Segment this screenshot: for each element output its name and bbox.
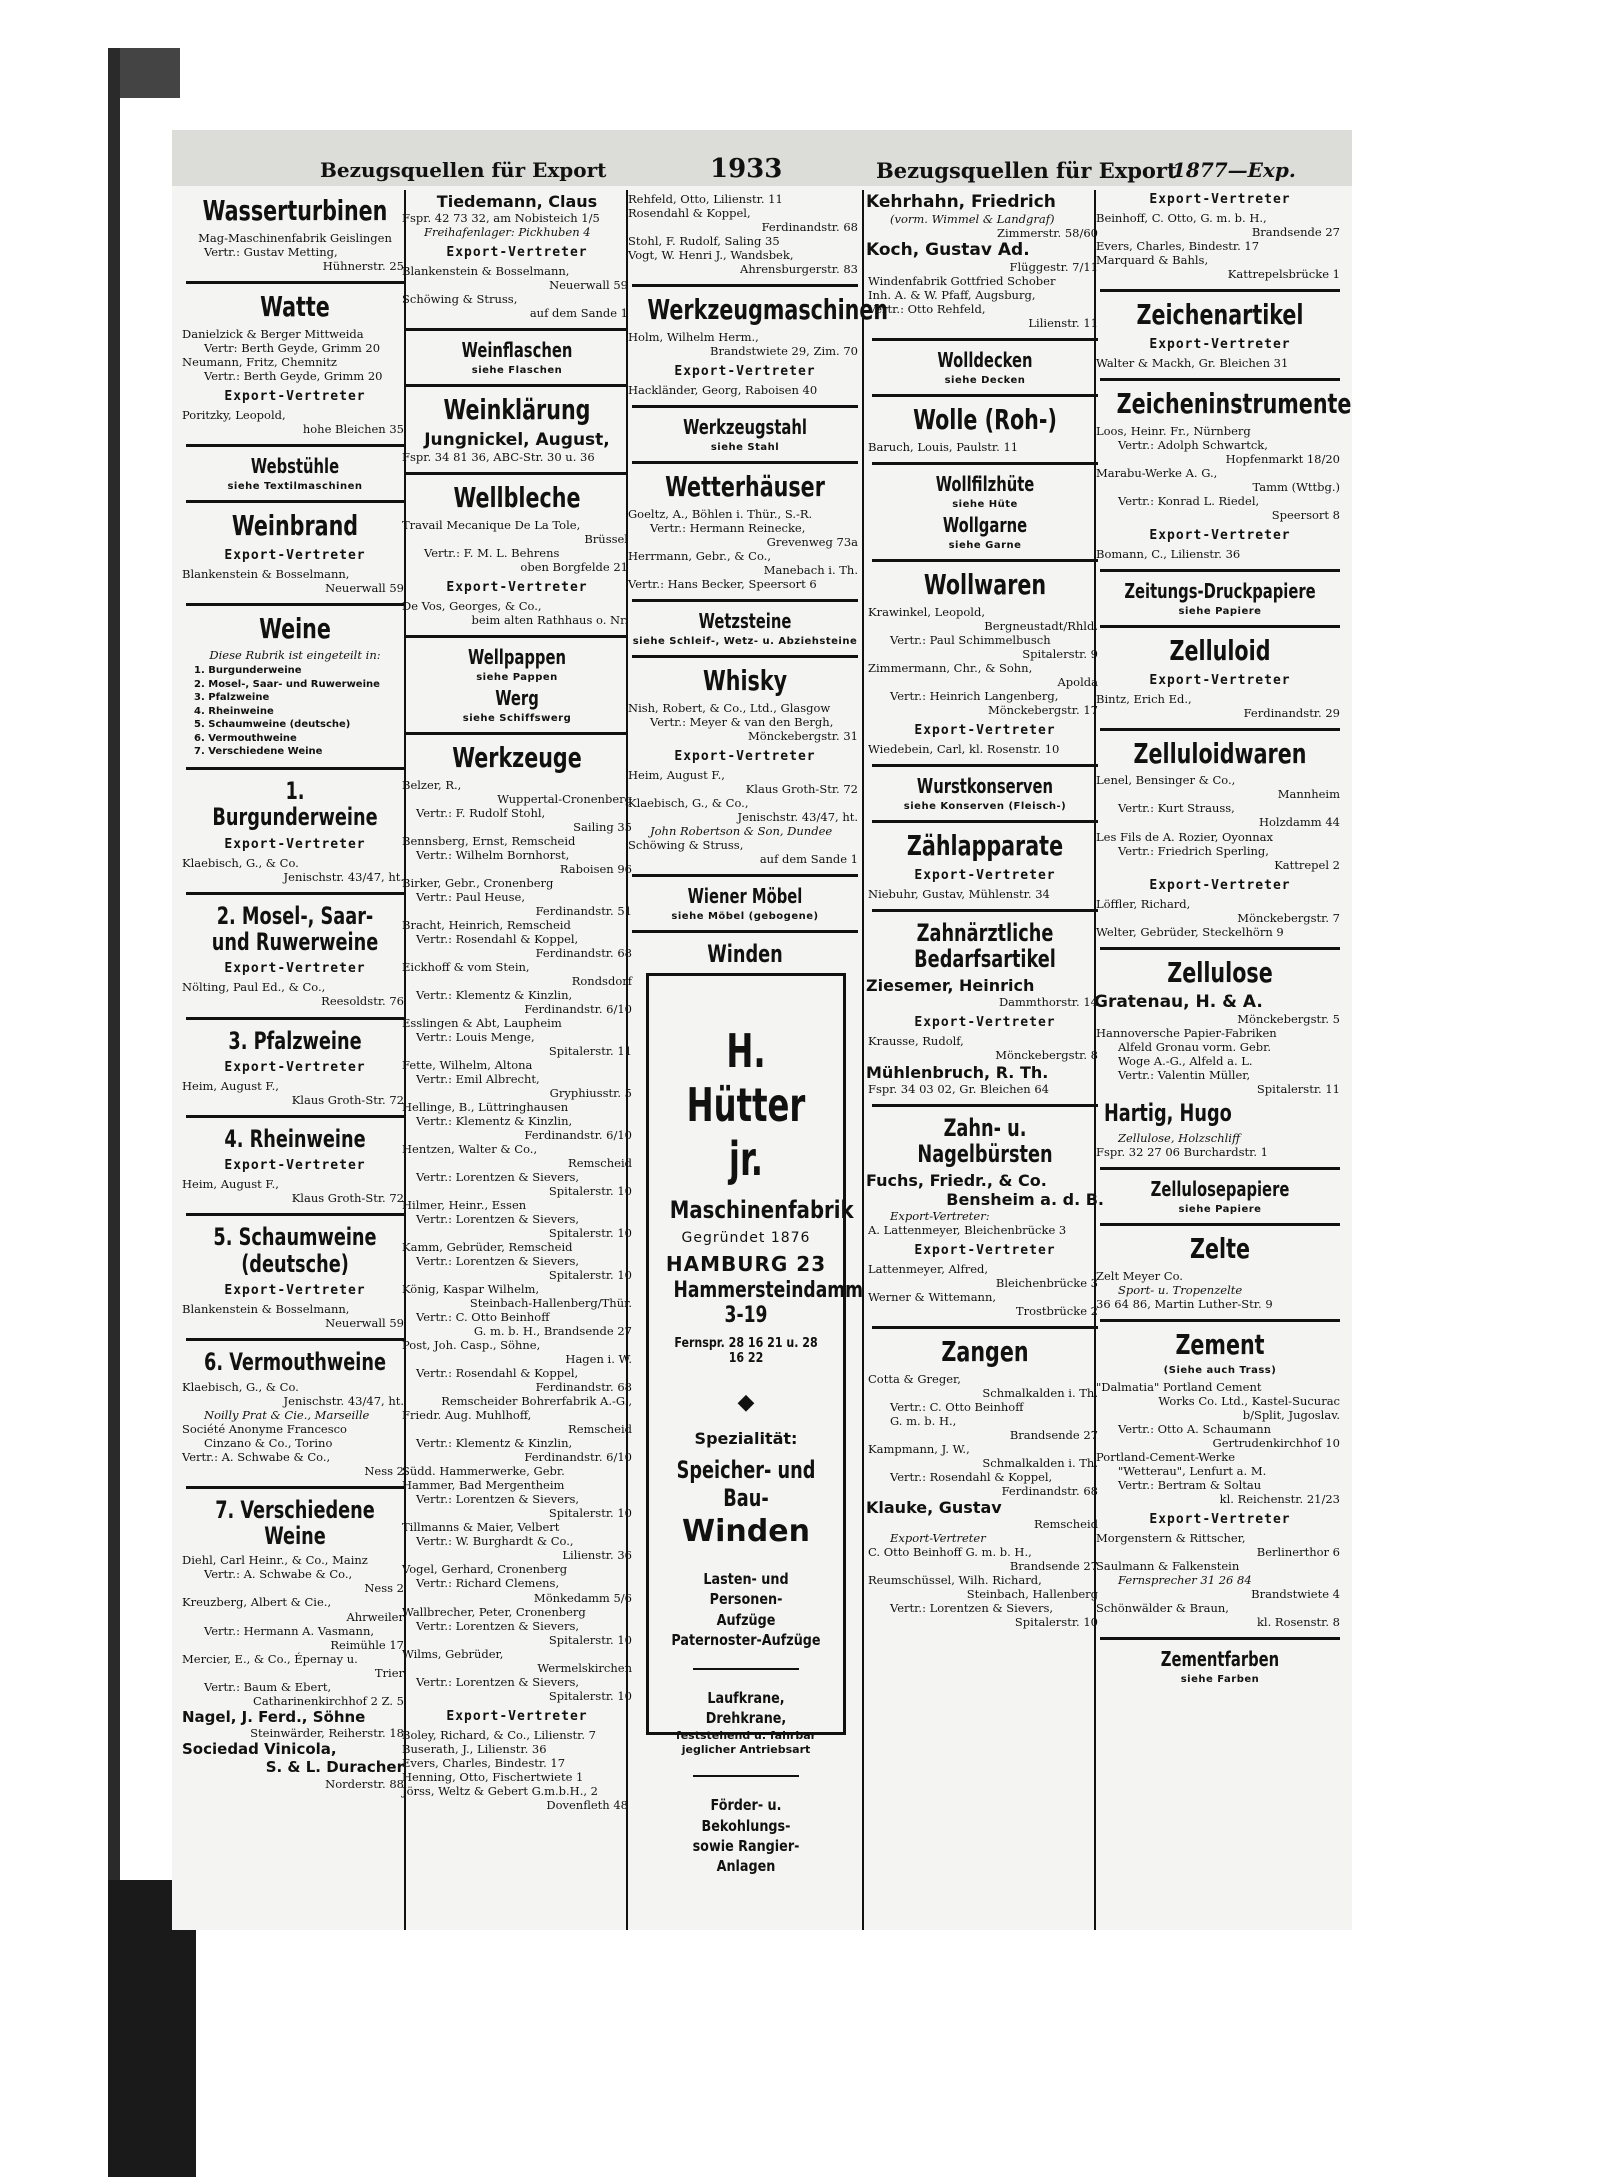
section-title: Zement: [1175, 1327, 1265, 1361]
entry: Blankenstein & Bosselmann, Neuerwall 59 Schöwing & Struss, auf dem Sande 1: [402, 264, 628, 321]
entry: Morgenstern & Rittscher, Berlinerthor 6 Saulmann & Falkenstein Fernsprecher 31 26 84 Brandstwiete 4 Schönwälder & Braun, kl. Rosenstr. 8: [1096, 1530, 1340, 1629]
entry: Mag-Maschinenfabrik Geislingen Vertr.: Gustav Metting, Hühnerstr. 25: [198, 230, 404, 273]
see-reference: siehe Decken: [944, 375, 1026, 387]
export-heading: Export-Vertreter: [224, 1283, 366, 1299]
see-reference: siehe Textilmaschinen: [227, 480, 363, 492]
list-item: Wilms, Gebrüder,: [402, 1646, 504, 1661]
list-item: Mönkedamm 5/6: [533, 1590, 632, 1605]
section-title: Zahnärztliche Bedarfsartikel: [914, 918, 1056, 974]
list-item: Remscheider Bohrerfabrik A.-G.,: [441, 1394, 632, 1409]
company-name: Klauke, Gustav: [866, 1498, 1002, 1518]
entry: Löffler, Richard, Mönckebergstr. 7 Welter, Gebrüder, Steckelhörn 9: [1096, 896, 1340, 939]
list-item: Vogel, Gerhard, Cronenberg: [402, 1562, 568, 1577]
ad-product-winden: Winden: [682, 1514, 810, 1550]
divider: [872, 559, 1098, 562]
list-item: Gryphiusstr. 5: [549, 1085, 632, 1100]
list-item: Wuppertal-Cronenberg: [497, 791, 632, 806]
list-item: König, Kaspar Wilhelm,: [402, 1282, 540, 1297]
divider: [632, 930, 858, 933]
list-item: Südd. Hammerwerke, Gebr.: [402, 1464, 565, 1479]
list-item: Ferdinandstr. 68: [535, 945, 632, 960]
list-item: Raboisen 96: [559, 861, 632, 876]
hutter-advertisement: [646, 973, 864, 1876]
divider: [1100, 378, 1340, 381]
company-name: Ziesemer, Heinrich: [866, 976, 1035, 996]
list-item: Spitalerstr. 10: [548, 1632, 632, 1647]
export-heading: Export-Vertreter: [224, 388, 366, 404]
section-title: Zahn- u. Nagelbürsten: [917, 1113, 1053, 1168]
list-item: Fette, Wilhelm, Altona: [402, 1057, 533, 1072]
section-title: Zeichenartikel: [1136, 298, 1304, 332]
section-title: Wollfilzhüte: [935, 471, 1035, 496]
header-year: 1933: [710, 154, 783, 184]
entry: Bintz, Erich Ed., Ferdinandstr. 29: [1096, 691, 1340, 720]
list-item: Vertr.: F. Rudolf Stohl,: [416, 805, 546, 820]
divider: [632, 405, 858, 408]
entry: Remscheid Export-Vertreter C. Otto Beinhoff G. m. b. H., Brandsende 27 Reumschüssel, Wilh. Richard, Steinbach, Hallenberg Vertr.: Lorentzen & Sievers, Spitalerstr. 10: [868, 1517, 1098, 1630]
divider: [872, 820, 1098, 823]
export-heading: Export-Vertreter: [1149, 336, 1291, 352]
entry: Wiedebein, Carl, kl. Rosenstr. 10: [868, 741, 1060, 756]
list-item: Belzer, R.,: [402, 777, 462, 792]
entry: Diehl, Carl Heinr., & Co., Mainz Vertr.: A. Schwabe & Co., Ness 2 Kreuzberg, Albert & Cie., Ahrweiler Vertr.: Hermann A. Vasmann, Reimühle 17 Mercier, E., & Co., Épernay u. Trier Vertr.: Baum & Ebert, Catharinenkirchhof 2 Z. 5 Nagel, J. Ferd., Söhne Steinwärder, Reiherstr. 18 Sociedad Vinicola, S. & L. Duracher Norderstr. 88: [182, 1553, 404, 1791]
export-heading: Export-Vertreter: [1149, 1511, 1291, 1527]
export-heading: Export-Vertreter: [224, 1059, 366, 1075]
ad-phone: Fernspr. 28 16 21 u. 28 16 22: [674, 1336, 818, 1367]
see-reference: siehe Pappen: [476, 671, 558, 683]
export-heading: Export-Vertreter: [1149, 192, 1291, 207]
entry: Blankenstein & Bosselmann, Neuerwall 59: [182, 1302, 404, 1331]
wine-category-list: 1. Burgunderweine 2. Mosel-, Saar- und Ruwerweine 3. Pfalzweine 4. Rheinweine 5. Schaumweine (deutsche) 6. Vermouthweine 7. Verschiedene Weine: [194, 665, 380, 758]
list-item: Bracht, Heinrich, Remscheid: [402, 917, 571, 932]
section-title: Wolldecken: [937, 348, 1033, 373]
list-item: Vertr.: Wilhelm Bornhorst,: [416, 847, 570, 862]
ad-company-name: H. Hütter jr.: [686, 1024, 806, 1187]
section-title: Werkzeugmaschinen: [647, 293, 889, 327]
section-title: Zangen: [941, 1335, 1029, 1369]
entry: Krawinkel, Leopold, Bergneustadt/Rhld. Vertr.: Paul Schimmelbusch Spitalerstr. 9 Zimmermann, Chr., & Sohn, Apolda Vertr.: Heinrich Langenberg, Mönckebergstr. 17: [868, 604, 1098, 717]
divider: [186, 281, 404, 284]
divider: [1100, 625, 1340, 628]
section-title: Zeicheninstrumente: [1116, 386, 1352, 420]
entry: Danielzick & Berger Mittweida Vertr: Berth Geyde, Grimm 20 Neumann, Fritz, Chemnitz Vertr.: Berth Geyde, Grimm 20: [182, 326, 383, 383]
list-item: Ferdinandstr. 6/10: [524, 1001, 632, 1016]
entry: Heim, August F., Klaus Groth-Str. 72: [182, 1078, 404, 1107]
section-title: Weine: [259, 611, 331, 645]
section-title: Wellbleche: [453, 480, 581, 514]
section-title: Wellpappen: [468, 644, 566, 669]
section-title: Webstühle: [250, 453, 340, 478]
divider: [872, 764, 1098, 767]
section-title: Wetterhäuser: [665, 469, 825, 503]
list-item: Tillmanns & Maier, Velbert: [402, 1520, 560, 1535]
entry: Walter & Mackh, Gr. Bleichen 31: [1096, 355, 1289, 370]
list-item: Bennsberg, Ernst, Remscheid: [402, 833, 576, 848]
diamond-ornament-icon: ◆: [737, 1390, 755, 1416]
entry: Heim, August F., Klaus Groth-Str. 72: [182, 1177, 404, 1206]
list-item: Vertr.: Klementz & Kinzlin,: [416, 1113, 573, 1128]
see-reference: siehe Stahl: [710, 441, 780, 453]
header-right: Bezugsquellen für Export: [876, 158, 1177, 183]
divider: [632, 874, 858, 877]
entry: Loos, Heinr. Fr., Nürnberg Vertr.: Adolph Schwartck, Hopfenmarkt 18/20 Marabu-Werke A. G., Tamm (Wttbg.) Vertr.: Konrad L. Riedel, Speersort 8: [1096, 423, 1340, 522]
list-item: Vertr.: Lorentzen & Sievers,: [416, 1618, 580, 1633]
ad-divider: [693, 1668, 799, 1670]
section-title: Werkzeuge: [452, 740, 582, 774]
ad-crane-detail: feststehend u. fahrbar jeglicher Antriebsart: [675, 1728, 817, 1756]
column-2: [400, 192, 634, 1812]
entry: Beinhoff, C. Otto, G. m. b. H., Brandsende 27 Evers, Charles, Bindestr. 17 Marquard & Bahls, Kattrepelsbrücke 1: [1096, 211, 1340, 282]
divider: [872, 1326, 1098, 1329]
section-title: Wetzsteine: [698, 608, 792, 633]
export-heading: Export-Vertreter: [914, 722, 1056, 738]
section-title: Zelluloidwaren: [1133, 736, 1307, 770]
divider: [632, 461, 858, 464]
see-reference: siehe Schiffswerg: [462, 712, 572, 724]
entry: Nish, Robert, & Co., Ltd., Glasgow Vertr.: Meyer & van den Bergh, Mönckebergstr. 31: [628, 700, 858, 743]
company-name: Hartig, Hugo: [1103, 1099, 1232, 1128]
section-title: Werg: [495, 685, 539, 710]
section-title: Whisky: [702, 663, 788, 697]
entry: Fspr. 34 81 36, ABC-Str. 30 u. 36: [402, 449, 595, 464]
list-item: Spitalerstr. 10: [548, 1268, 632, 1283]
entry: Cotta & Greger, Schmalkalden i. Th. Vertr.: C. Otto Beinhoff G. m. b. H., Brandsende 27 Kampmann, J. W., Schmalkalden i. Th. Vertr.: Rosendahl & Koppel, Ferdinandstr. 68: [868, 1372, 1098, 1499]
ad-founded: Gegründet 1876: [681, 1230, 811, 1247]
entry: Holm, Wilhelm Herm., Brandstwiete 29, Zim. 70: [628, 329, 858, 358]
divider: [186, 1486, 404, 1489]
entry: Hackländer, Georg, Raboisen 40: [628, 382, 818, 397]
divider: [186, 1017, 404, 1020]
section-title: Zählapparate: [906, 828, 1064, 862]
list-item: Vertr.: Klementz & Kinzlin,: [416, 987, 573, 1002]
see-reference: siehe Garne: [948, 539, 1022, 551]
page-number: 1877—Exp.: [1172, 158, 1296, 182]
list-item: Lilienstr. 36: [562, 1548, 632, 1563]
list-item: Vertr.: W. Burghardt & Co.,: [416, 1534, 574, 1549]
divider: [872, 1104, 1098, 1107]
see-reference: siehe Schleif-, Wetz- u. Abziehsteine: [632, 635, 858, 647]
section-title: Werkzeugstahl: [683, 414, 807, 439]
export-heading: Export-Vertreter: [674, 363, 816, 379]
directory-page: [172, 130, 1352, 1930]
divider: [1100, 1223, 1340, 1226]
section-title: 2. Mosel-, Saar- und Ruwerweine: [211, 901, 379, 957]
list-item: Spitalerstr. 10: [548, 1688, 632, 1703]
divider: [872, 462, 1098, 465]
divider: [186, 444, 404, 447]
divider: [186, 1213, 404, 1216]
list-item: Eickhoff & vom Stein,: [402, 959, 530, 974]
see-reference: siehe Farben: [1180, 1673, 1260, 1685]
export-heading: Export-Vertreter: [446, 1708, 588, 1724]
company-name: Tiedemann, Claus: [436, 192, 598, 211]
list-item: Remscheid: [568, 1422, 632, 1437]
list-item: Hammer, Bad Mergentheim: [402, 1478, 565, 1493]
column-1: [180, 192, 410, 1791]
list-item: Ferdinandstr. 51: [535, 903, 632, 918]
list-item: Vertr.: Richard Clemens,: [416, 1576, 560, 1591]
list-item: Vertr.: Rosendahl & Koppel,: [416, 1366, 579, 1381]
see-reference: siehe Hüte: [952, 498, 1018, 510]
section-title: 3. Pfalzweine: [228, 1026, 362, 1055]
company-name: Kehrhahn, Friedrich: [866, 192, 1056, 212]
export-heading: Export-Vertreter: [224, 1158, 366, 1174]
ad-divider: [693, 1775, 799, 1777]
divider: [1100, 569, 1340, 572]
divider: [1100, 1319, 1340, 1322]
entry: Klaebisch, G., & Co. Jenischstr. 43/47, ht.: [182, 855, 404, 884]
export-heading: Export-Vertreter: [914, 867, 1056, 883]
section-title: Weinbrand: [231, 508, 359, 542]
section-title: Zementfarben: [1160, 1646, 1280, 1671]
entry: Krausse, Rudolf, Mönckebergstr. 8: [868, 1034, 1098, 1063]
ad-conveyors: Förder- u. Bekohlungs- sowie Rangier-Anlagen: [692, 1796, 800, 1876]
section-title: 1. Burgunderweine: [212, 776, 378, 832]
entry: Lattenmeyer, Alfred, Bleichenbrücke 3 Werner & Wittemann, Trostbrücke 2: [868, 1262, 1098, 1319]
entry: Zellulose, Holzschliff Fspr. 32 27 06 Burchardstr. 1: [1096, 1130, 1268, 1159]
list-item: Vertr.: Rosendahl & Koppel,: [416, 931, 579, 946]
list-item: Hilmer, Heinr., Essen: [402, 1198, 527, 1213]
ad-lifts: Lasten- und Personen- Aufzüge Paternoster-Aufzüge: [671, 1570, 821, 1649]
section-title: Wolle (Roh-): [913, 403, 1057, 437]
export-heading: Export-Vertreter: [224, 836, 366, 852]
column-5: [1094, 192, 1352, 1689]
export-heading: Export-Vertreter: [1149, 672, 1291, 688]
list-item: Wermelskirchen: [537, 1660, 632, 1675]
ad-cranes: Laufkrane, Drehkrane,: [705, 1689, 787, 1728]
company-name: Koch, Gustav Ad.: [866, 240, 1030, 261]
divider: [1100, 947, 1340, 950]
section-title: Zellulose: [1167, 955, 1273, 989]
company-name: Jungnickel, August,: [424, 429, 610, 450]
see-reference: siehe Flaschen: [471, 365, 563, 377]
scan-edge-left: [108, 48, 120, 2177]
section-title: Zelluloid: [1169, 633, 1271, 667]
section-title: 5. Schaumweine (deutsche): [213, 1223, 377, 1278]
list-item: Vertr.: Louis Menge,: [416, 1029, 535, 1044]
section-title: Wasserturbinen: [202, 194, 388, 227]
entry: Nölting, Paul Ed., & Co., Reesoldstr. 76: [182, 980, 404, 1009]
list-item: Remscheid: [568, 1156, 632, 1171]
export-heading: Export-Vertreter: [674, 748, 816, 764]
list-item: G. m. b. H., Brandsende 27: [473, 1324, 632, 1339]
list-item: Ferdinandstr. 68: [535, 1380, 632, 1395]
list-item: Ferdinandstr. 6/10: [524, 1450, 632, 1465]
note: Diese Rubrik ist eingeteilt in:: [209, 648, 381, 663]
list-item: Spitalerstr. 10: [548, 1184, 632, 1199]
ad-street: Hammersteindamm 3-19: [673, 1278, 864, 1329]
entry: Heim, August F., Klaus Groth-Str. 72 Klaebisch, G., & Co., Jenischstr. 43/47, ht. John Robertson & Son, Dundee Schöwing & Struss, auf dem Sande 1: [628, 767, 858, 866]
entry: Poritzky, Leopold, hohe Bleichen 35: [182, 407, 404, 436]
divider: [406, 472, 628, 475]
ad-subtitle: Maschinenfabrik: [669, 1196, 854, 1225]
entry: Export-Vertreter: A. Lattenmeyer, Bleichenbrücke 3: [868, 1209, 1067, 1238]
divider: [632, 599, 858, 602]
divider: [406, 732, 628, 735]
section-title: Watte: [260, 289, 330, 323]
entry: Bomann, C., Lilienstr. 36: [1096, 546, 1241, 561]
entry: Fspr. 42 73 32, am Nobisteich 1/5 Freihafenlager: Pickhuben 4: [402, 211, 600, 240]
list-item: Vertr.: Lorentzen & Sievers,: [416, 1170, 580, 1185]
section-title: Weinklärung: [443, 393, 591, 427]
section-title: Wiener Möbel: [687, 883, 803, 908]
section-title: Wurstkonserven: [916, 773, 1054, 798]
column-4: [866, 192, 1104, 1629]
divider: [186, 892, 404, 895]
see-reference: siehe Papiere: [1178, 605, 1262, 617]
section-title: Zeitungs-Druckpapiere: [1124, 578, 1316, 603]
list-item: Hellinge, B., Lüttringhausen: [402, 1099, 569, 1114]
export-heading: Export-Vertreter: [446, 245, 588, 261]
divider: [872, 394, 1098, 397]
section-title: 7. Verschiedene Weine: [215, 1495, 375, 1551]
entry: Rehfeld, Otto, Lilienstr. 11 Rosendahl & Koppel, Ferdinandstr. 68 Stohl, F. Rudolf, Saling 35 Vogt, W. Henri J., Wandsbek, Ahrensburgerstr. 83: [628, 192, 858, 277]
list-item: Wallbrecher, Peter, Cronenberg: [402, 1604, 586, 1619]
entry: Goeltz, A., Böhlen i. Thür., S.-R. Vertr.: Hermann Reinecke, Grevenweg 73a Herrmann, Gebr., & Co., Manebach i. Th. Vertr.: Hans Becker, Speersort 6: [628, 506, 858, 591]
see-reference: siehe Möbel (gebogene): [671, 910, 819, 922]
column-3: [626, 192, 889, 1876]
header-left: Bezugsquellen für Export: [320, 158, 607, 182]
divider: [872, 338, 1098, 341]
company-name: Gratenau, H. & A.: [1094, 992, 1263, 1013]
divider: [632, 655, 858, 658]
entry: Blankenstein & Bosselmann, Neuerwall 59: [182, 566, 404, 595]
entry: De Vos, Georges, & Co., beim alten Rathhaus o. Nr.: [402, 598, 628, 627]
tool-supplier-list: [402, 778, 632, 1703]
divider: [186, 767, 404, 770]
see-reference: siehe Papiere: [1178, 1203, 1262, 1215]
list-item: Vertr.: Lorentzen & Sievers,: [416, 1674, 580, 1689]
divider: [1100, 1637, 1340, 1640]
list-item: Ferdinandstr. 6/10: [524, 1127, 632, 1142]
entry: "Dalmatia" Portland Cement Works Co. Ltd., Kastel-Sucurac b/Split, Jugoslav. Vertr.: Otto A. Schaumann Gertrudenkirchhof 10 Portland-Cement-Werke "Wetterau", Lenfurt a. M. Vertr.: Bertram & Soltau kl. Reichenstr. 21/23: [1096, 1379, 1340, 1506]
list-item: Vertr.: C. Otto Beinhoff: [416, 1310, 550, 1325]
export-heading: Export-Vertreter: [914, 1015, 1056, 1031]
export-heading: Export-Vertreter: [446, 579, 588, 595]
list-item: Spitalerstr. 11: [548, 1043, 632, 1058]
export-heading: Export-Vertreter: [914, 1243, 1056, 1259]
entry: Lenel, Bensinger & Co., Mannheim Vertr.: Kurt Strauss, Holzdamm 44 Les Fils de A. Rozier, Oyonnax Vertr.: Friedrich Sperling, Kattrepel 2: [1096, 773, 1340, 872]
list-item: Vertr.: Lorentzen & Sievers,: [416, 1492, 580, 1507]
list-item: Steinbach-Hallenberg/Thür.: [469, 1296, 632, 1311]
export-heading: Export-Vertreter: [224, 547, 366, 563]
entry: Fspr. 34 03 02, Gr. Bleichen 64: [868, 1081, 1050, 1096]
see-reference: (Siehe auch Trass): [1163, 1364, 1277, 1376]
list-item: Hentzen, Walter & Co.,: [402, 1142, 538, 1156]
section-title: Wollwaren: [923, 567, 1047, 601]
company-name: Mühlenbruch, R. Th.: [866, 1062, 1049, 1082]
export-heading: Export-Vertreter: [224, 961, 366, 977]
divider: [1100, 1167, 1340, 1170]
list-item: Vertr.: Paul Heuse,: [416, 889, 526, 904]
divider: [406, 384, 628, 387]
section-title: Weinflaschen: [461, 338, 573, 363]
list-item: Spitalerstr. 10: [548, 1506, 632, 1521]
entry: Klaebisch, G., & Co. Jenischstr. 43/47, ht. Noilly Prat & Cie., Marseille Société Anonyme Francesco Cinzano & Co., Torino Vertr.: A. Schwabe & Co., Ness 2: [182, 1379, 404, 1478]
list-item: Vertr.: Emil Albrecht,: [416, 1071, 540, 1086]
list-item: Hagen i. W.: [565, 1352, 632, 1367]
list-item: Sailing 35: [573, 819, 632, 834]
entry: Baruch, Louis, Paulstr. 11: [868, 439, 1019, 454]
list-item: Rondsdorf: [571, 973, 632, 988]
ad-product: Speicher- und Bau-: [676, 1456, 816, 1513]
entry: Boley, Richard, & Co., Lilienstr. 7 Buserath, J., Lilienstr. 36 Evers, Charles, Bindestr. 17 Henning, Otto, Fischertwiete 1 Jörss, Weltz & Gebert G.m.b.H., 2 Dovenfleth 48: [402, 1727, 628, 1812]
entry: Zelt Meyer Co. Sport- u. Tropenzelte 36 64 86, Martin Luther-Str. 9: [1096, 1268, 1273, 1311]
section-title: Zelte: [1190, 1231, 1250, 1265]
section-title: Winden: [707, 939, 783, 968]
divider: [186, 500, 404, 503]
company-name: Fuchs, Friedr., & Co.: [866, 1171, 1047, 1191]
list-item: Kamm, Gebrüder, Remscheid: [402, 1240, 573, 1255]
divider: [1100, 289, 1340, 292]
list-item: Vertr.: Klementz & Kinzlin,: [416, 1436, 573, 1451]
list-item: Birker, Gebr., Cronenberg: [402, 875, 554, 890]
entry: Travail Mecanique De La Tole, Brüssel Vertr.: F. M. L. Behrens oben Borgfelde 21: [402, 517, 628, 574]
entry: Dammthorstr. 14: [998, 995, 1098, 1010]
ad-city: HAMBURG 23: [665, 1252, 827, 1277]
divider: [186, 1338, 404, 1341]
divider: [186, 603, 404, 606]
divider: [186, 1115, 404, 1118]
entry: Niebuhr, Gustav, Mühlenstr. 34: [868, 886, 1050, 901]
divider: [406, 635, 628, 638]
see-reference: siehe Konserven (Fleisch-): [903, 800, 1067, 812]
entry: Mönckebergstr. 5 Hannoversche Papier-Fabriken Alfeld Gronau vorm. Gebr. Woge A.-G., Alfeld a. L. Vertr.: Valentin Müller, Spitalerstr. 11: [1096, 1012, 1340, 1097]
divider: [872, 909, 1098, 912]
section-title: 6. Vermouthweine: [204, 1348, 386, 1377]
company-location: Bensheim a. d. B.: [946, 1190, 1104, 1210]
entry: (vorm. Wimmel & Landgraf) Zimmerstr. 58/60: [890, 212, 1098, 241]
section-title: Wollgarne: [942, 512, 1028, 537]
list-item: Spitalerstr. 10: [548, 1226, 632, 1241]
section-title: Zellulosepapiere: [1150, 1176, 1290, 1201]
export-heading: Export-Vertreter: [1149, 527, 1291, 543]
ad-specialty-label: Spezialität:: [694, 1429, 798, 1449]
divider: [1100, 728, 1340, 731]
divider: [406, 328, 628, 331]
list-item: Vertr.: Lorentzen & Sievers,: [416, 1254, 580, 1269]
export-heading: Export-Vertreter: [1149, 877, 1291, 893]
list-item: Friedr. Aug. Muhlhoff,: [402, 1408, 532, 1423]
list-item: Esslingen & Abt, Laupheim: [402, 1015, 562, 1030]
page-header: [172, 130, 1352, 186]
divider: [632, 284, 858, 287]
entry: Flüggestr. 7/11 Windenfabrik Gottfried Schober Inh. A. & W. Pfaff, Augsburg, Vertr.: Otto Rehfeld, Lilienstr. 11: [868, 260, 1098, 331]
list-item: Post, Joh. Casp., Söhne,: [402, 1338, 541, 1353]
list-item: Vertr.: Lorentzen & Sievers,: [416, 1212, 580, 1227]
section-title: 4. Rheinweine: [224, 1124, 366, 1153]
